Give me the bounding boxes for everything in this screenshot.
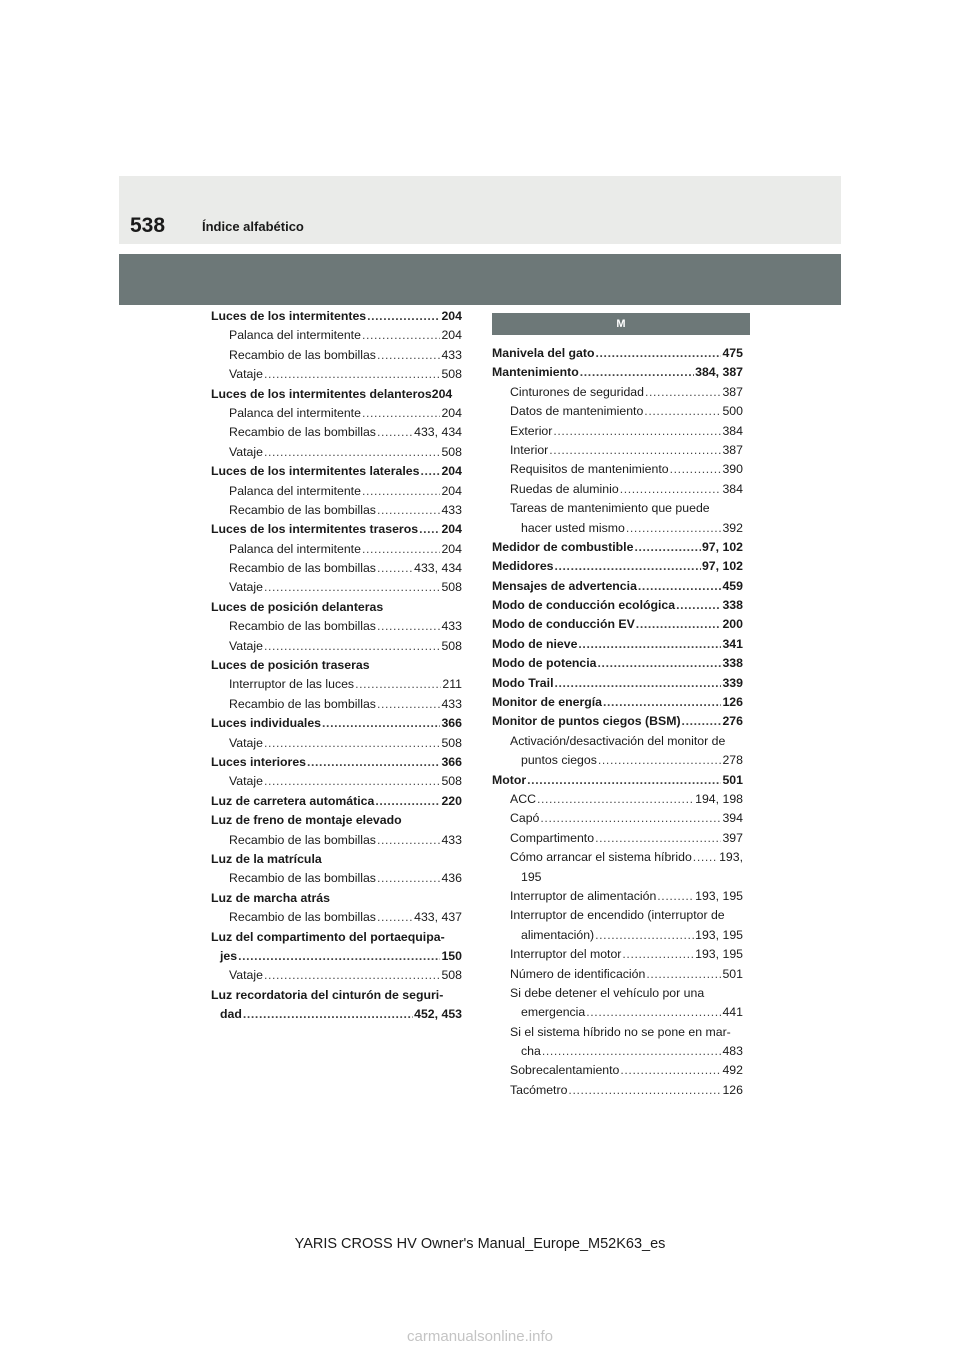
index-entry-page: 384 [722, 423, 743, 438]
index-entry-page: 97, 102 [701, 559, 743, 574]
dot-leader [264, 637, 441, 656]
dot-leader [264, 966, 441, 985]
dot-leader [634, 538, 701, 557]
dot-leader [537, 790, 694, 809]
dot-leader [646, 965, 721, 984]
index-entry [211, 772, 462, 791]
index-entry [211, 811, 462, 830]
dot-leader [676, 596, 721, 615]
index-entry [211, 869, 462, 888]
index-entry-term: Luces individuales [211, 716, 322, 731]
index-entry [492, 1081, 743, 1100]
dot-leader [580, 363, 694, 382]
index-entry [211, 889, 462, 908]
index-entry [492, 441, 743, 460]
index-entry-term: Recambio de las bombillas [229, 696, 376, 711]
index-entry-term: Vataje [229, 580, 263, 595]
index-entry-term: Recambio de las bombillas [229, 425, 376, 440]
index-entry-term: Luz de carretera automática [211, 793, 375, 808]
dot-leader [644, 402, 721, 421]
index-entry-page: 338 [722, 656, 743, 671]
dot-leader [264, 578, 441, 597]
dot-leader [603, 693, 721, 712]
index-entry-page: 97, 102 [701, 539, 743, 554]
index-entry-page: 501 [722, 772, 743, 787]
index-entry-term: Tareas de mantenimiento que puede [510, 501, 710, 516]
dot-leader [264, 365, 441, 384]
dot-leader [596, 344, 722, 363]
index-entry-term: dad [220, 1007, 242, 1022]
index-entry [492, 965, 743, 984]
index-entry-page: 394 [722, 811, 743, 826]
index-entry [211, 966, 462, 985]
index-entry-term: Palanca del intermitente [229, 328, 361, 343]
index-entry-term: Medidores [492, 559, 554, 574]
dot-leader [367, 307, 440, 326]
index-entry-term: Cinturones de seguridad [510, 384, 644, 399]
index-entry-term: Vataje [229, 638, 263, 653]
index-entry-term: Recambio de las bombillas [229, 832, 376, 847]
index-entry-term: Medidor de combustible [492, 539, 634, 554]
index-entry [211, 307, 462, 326]
index-entry-page: 433 [441, 619, 462, 634]
index-entry [492, 771, 743, 790]
index-entry [492, 519, 743, 538]
index-entry [211, 482, 462, 501]
index-entry-term: 195 [521, 869, 542, 884]
index-entry-page: 126 [722, 695, 743, 710]
index-entry-term: Recambio de las bombillas [229, 502, 376, 517]
section-title: Índice alfabético [202, 219, 304, 234]
index-entry-term: Luces de los intermitentes delanteros [211, 386, 432, 401]
index-entry [211, 578, 462, 597]
index-entry-page: 204 [441, 309, 462, 323]
index-entry [211, 734, 462, 753]
index-entry-term: Luces de los intermitentes laterales [211, 464, 420, 479]
index-entry-page: 508 [441, 968, 462, 983]
dot-leader [626, 519, 722, 538]
index-column-right [492, 344, 743, 1100]
index-entry-page: 433, 434 [414, 425, 462, 440]
index-entry-term: Modo de conducción ecológica [492, 598, 676, 613]
index-entry [211, 637, 462, 656]
index-entry-page: 508 [441, 367, 462, 382]
dot-leader [377, 559, 413, 578]
index-entry [492, 809, 743, 828]
index-entry [492, 596, 743, 615]
index-entry-term: Tacómetro [510, 1082, 568, 1097]
dot-leader [362, 540, 441, 559]
index-entry-page: 193, [719, 850, 743, 865]
dot-leader [622, 945, 694, 964]
index-entry-page: 500 [722, 404, 743, 419]
index-entry-page: 508 [441, 638, 462, 653]
index-entry-term: Interior [510, 442, 549, 457]
dot-leader [420, 462, 440, 481]
index-entry-page: 193, 195 [695, 888, 743, 903]
index-entry [492, 790, 743, 809]
index-entry [492, 945, 743, 964]
dot-leader [377, 831, 441, 850]
index-entry [492, 383, 743, 402]
index-entry-term: Si el sistema híbrido no se pone en mar- [510, 1024, 731, 1039]
index-entry-page: 339 [722, 675, 743, 690]
index-entry-term: Mensajes de advertencia [492, 578, 637, 593]
index-entry-term: ACC [510, 791, 536, 806]
index-entry-page: 338 [722, 598, 743, 613]
index-entry [492, 848, 743, 867]
footer-manual-title: YARIS CROSS HV Owner's Manual_Europe_M52K63_es [294, 1236, 666, 1252]
index-entry [492, 1023, 743, 1042]
section-divider-band [119, 254, 841, 305]
index-entry [492, 751, 743, 770]
index-entry-page: 384 [722, 481, 743, 496]
index-entry [492, 829, 743, 848]
dot-leader [377, 695, 441, 714]
index-entry [492, 1003, 743, 1022]
index-entry-term: Sobrecalentamiento [510, 1063, 620, 1078]
index-entry-page: 390 [722, 462, 743, 477]
index-entry [211, 326, 462, 345]
index-entry-page: 384, 387 [695, 365, 743, 380]
index-entry-term: puntos ciegos [521, 753, 597, 768]
dot-leader [693, 848, 718, 867]
dot-leader [620, 1061, 721, 1080]
index-entry [492, 363, 743, 382]
index-entry [492, 557, 743, 576]
dot-leader [375, 792, 440, 811]
index-entry [492, 926, 743, 945]
index-entry [492, 868, 743, 887]
dot-leader [377, 423, 413, 442]
index-column-left [211, 307, 462, 1024]
index-entry-page: 204 [441, 328, 462, 343]
index-entry [211, 404, 462, 423]
index-entry-term: Interruptor de encendido (interruptor de [510, 908, 725, 923]
index-letter-heading: M [492, 313, 750, 335]
index-entry-term: Palanca del intermitente [229, 483, 361, 498]
dot-leader [307, 753, 440, 772]
index-entry-page: 436 [441, 871, 462, 886]
dot-leader [620, 480, 722, 499]
index-entry-term: hacer usted mismo [521, 520, 625, 535]
index-entry-page: 433, 434 [414, 561, 462, 576]
index-entry [211, 365, 462, 384]
dot-leader [595, 829, 721, 848]
index-entry-term: Datos de mantenimiento [510, 404, 644, 419]
index-entry-page: 200 [722, 617, 743, 632]
dot-leader [264, 734, 441, 753]
index-entry-term: Motor [492, 772, 527, 787]
index-entry-term: jes [220, 948, 238, 963]
index-entry-page: 341 [722, 636, 743, 651]
index-entry-page: 433 [441, 347, 462, 362]
index-entry-page: 433 [441, 502, 462, 517]
index-entry-page: 126 [722, 1082, 743, 1097]
index-entry-page: 204 [431, 386, 453, 401]
index-entry-term: Luz de marcha atrás [211, 890, 330, 905]
index-entry-term: Recambio de las bombillas [229, 619, 376, 634]
dot-leader [264, 772, 441, 791]
index-entry [492, 402, 743, 421]
index-entry-term: Modo de conducción EV [492, 617, 635, 632]
index-entry-page: 459 [722, 578, 743, 593]
index-entry [211, 559, 462, 578]
dot-leader [598, 751, 722, 770]
index-entry-term: Luces de los intermitentes traseros [211, 522, 419, 537]
index-entry [211, 753, 462, 772]
index-entry-term: Modo Trail [492, 675, 554, 690]
index-entry [211, 423, 462, 442]
index-entry-term: Luz recordatoria del cinturón de seguri- [211, 987, 444, 1002]
index-entry-term: Monitor de puntos ciegos (BSM) [492, 714, 681, 729]
index-entry-term: Luz de freno de montaje elevado [211, 813, 402, 828]
dot-leader [645, 383, 721, 402]
index-entry-term: Modo de potencia [492, 656, 597, 671]
index-entry-term: Capó [510, 811, 540, 826]
index-entry-page: 501 [722, 966, 743, 981]
index-entry [211, 656, 462, 675]
index-entry [211, 385, 462, 404]
index-entry-term: Luces interiores [211, 754, 306, 769]
index-entry-term: Compartimento [510, 830, 595, 845]
index-entry [492, 887, 743, 906]
index-entry-page: 452, 453 [414, 1007, 462, 1022]
index-entry [211, 443, 462, 462]
dot-leader [598, 654, 722, 673]
dot-leader [578, 635, 721, 654]
index-entry [211, 675, 462, 694]
dot-leader [377, 617, 441, 636]
index-entry-term: Exterior [510, 423, 553, 438]
index-entry [492, 480, 743, 499]
index-entry [492, 654, 743, 673]
index-entry [492, 538, 743, 557]
index-entry-term: cha [521, 1044, 541, 1059]
index-entry-term: Interruptor de alimentación [510, 888, 657, 903]
dot-leader [657, 887, 694, 906]
index-entry-term: emergencia [521, 1005, 586, 1020]
index-entry-term: Recambio de las bombillas [229, 561, 376, 576]
index-entry-term: Monitor de energía [492, 695, 602, 710]
index-entry-term: Palanca del intermitente [229, 541, 361, 556]
index-entry-page: 392 [722, 520, 743, 535]
index-entry-page: 508 [441, 444, 462, 459]
index-entry-term: Ruedas de aluminio [510, 481, 619, 496]
dot-leader [377, 501, 441, 520]
dot-leader [362, 482, 441, 501]
index-entry [211, 520, 462, 539]
index-entry [211, 501, 462, 520]
index-entry [492, 693, 743, 712]
index-entry [211, 928, 462, 947]
dot-leader [636, 615, 722, 634]
index-entry [492, 460, 743, 479]
index-entry [211, 986, 462, 1005]
index-entry-page: 150 [441, 948, 462, 963]
index-entry [492, 1061, 743, 1080]
index-entry-term: Modo de nieve [492, 636, 578, 651]
index-entry-term: Recambio de las bombillas [229, 347, 376, 362]
index-entry-page: 204 [441, 483, 462, 498]
dot-leader [553, 422, 721, 441]
index-entry-term: Interruptor del motor [510, 947, 622, 962]
dot-leader [322, 714, 440, 733]
index-entry-term: Interruptor de las luces [229, 677, 355, 692]
index-entry-page: 194, 198 [695, 791, 743, 806]
dot-leader [355, 675, 441, 694]
index-entry-term: Número de identificación [510, 966, 646, 981]
index-entry-term: Luz del compartimento del portaequipa- [211, 929, 445, 944]
index-entry [211, 695, 462, 714]
index-entry-page: 441 [722, 1005, 743, 1020]
index-entry [492, 422, 743, 441]
index-entry [211, 947, 462, 966]
index-entry [492, 1042, 743, 1061]
dot-leader [264, 443, 441, 462]
dot-leader [568, 1081, 721, 1100]
dot-leader [377, 869, 441, 888]
dot-leader [549, 441, 721, 460]
index-entry-page: 366 [441, 754, 462, 769]
dot-leader [238, 947, 440, 966]
dot-leader [555, 557, 701, 576]
dot-leader [377, 346, 441, 365]
index-entry [492, 674, 743, 693]
dot-leader [542, 1042, 722, 1061]
index-entry-term: Mantenimiento [492, 365, 579, 380]
dot-leader [586, 1003, 721, 1022]
dot-leader [362, 404, 441, 423]
index-entry-page: 508 [441, 735, 462, 750]
index-entry [492, 906, 743, 925]
index-entry-page: 387 [722, 384, 743, 399]
index-entry-term: alimentación) [521, 927, 595, 942]
index-entry [492, 984, 743, 1003]
index-entry-page: 492 [722, 1063, 743, 1078]
index-entry-term: Vataje [229, 774, 263, 789]
page-number: 538 [130, 214, 166, 237]
index-entry [211, 1005, 462, 1024]
index-entry [211, 908, 462, 927]
dot-leader [362, 326, 441, 345]
index-entry [211, 540, 462, 559]
index-entry-page: 276 [722, 714, 743, 729]
index-entry-term: Requisitos de mantenimiento [510, 462, 669, 477]
index-entry [492, 577, 743, 596]
watermark: carmanualsonline.info [407, 1328, 553, 1345]
index-entry-page: 204 [441, 405, 462, 420]
index-entry [492, 732, 743, 751]
dot-leader [243, 1005, 413, 1024]
dot-leader [595, 926, 694, 945]
index-entry-term: Luces de posición traseras [211, 658, 370, 673]
index-entry-page: 366 [441, 716, 462, 731]
index-entry-page: 433, 437 [414, 910, 462, 925]
dot-leader [638, 577, 722, 596]
index-entry-term: Recambio de las bombillas [229, 910, 376, 925]
index-entry-term: Si debe detener el vehículo por una [510, 985, 705, 1000]
index-entry [211, 714, 462, 733]
index-entry-page: 475 [722, 346, 743, 360]
index-entry-page: 278 [722, 753, 743, 768]
index-entry-page: 433 [441, 696, 462, 711]
dot-leader [682, 712, 722, 731]
index-entry-page: 220 [441, 793, 462, 808]
dot-leader [540, 809, 721, 828]
index-entry [492, 635, 743, 654]
dot-leader [670, 460, 722, 479]
index-entry-term: Activación/desactivación del monitor de [510, 733, 726, 748]
dot-leader [527, 771, 721, 790]
index-entry-page: 204 [441, 541, 462, 556]
index-entry-term: Palanca del intermitente [229, 405, 361, 420]
index-entry-page: 483 [722, 1044, 743, 1059]
index-entry-term: Vataje [229, 968, 263, 983]
index-entry-page: 193, 195 [695, 947, 743, 962]
index-entry-page: 211 [442, 677, 462, 692]
index-entry [211, 617, 462, 636]
index-entry-term: Recambio de las bombillas [229, 871, 376, 886]
index-entry [492, 344, 743, 363]
index-entry [211, 462, 462, 481]
index-entry-page: 204 [441, 464, 462, 479]
index-entry-term: Manivela del gato [492, 346, 595, 360]
dot-leader [554, 674, 721, 693]
index-entry-term: Luz de la matrícula [211, 851, 322, 866]
index-entry-term: Cómo arrancar el sistema híbrido [510, 850, 692, 865]
index-entry [492, 712, 743, 731]
index-entry [211, 792, 462, 811]
index-entry [211, 831, 462, 850]
index-entry-page: 508 [441, 580, 462, 595]
index-entry [211, 850, 462, 869]
index-entry-page: 204 [441, 522, 462, 537]
index-entry-page: 387 [722, 442, 743, 457]
index-entry [211, 346, 462, 365]
index-entry [211, 598, 462, 617]
index-entry-term: Luces de posición delanteras [211, 599, 384, 614]
index-entry-term: Vataje [229, 444, 263, 459]
dot-leader [419, 520, 440, 539]
index-entry-term: Vataje [229, 735, 263, 750]
index-entry [492, 615, 743, 634]
dot-leader [377, 908, 413, 927]
index-entry-page: 433 [441, 832, 462, 847]
index-entry-page: 397 [722, 830, 743, 845]
index-entry-term: Luces de los intermitentes [211, 309, 367, 323]
index-entry-page: 193, 195 [695, 927, 743, 942]
index-entry [492, 499, 743, 518]
index-entry-page: 508 [441, 774, 462, 789]
index-entry-term: Vataje [229, 367, 263, 382]
